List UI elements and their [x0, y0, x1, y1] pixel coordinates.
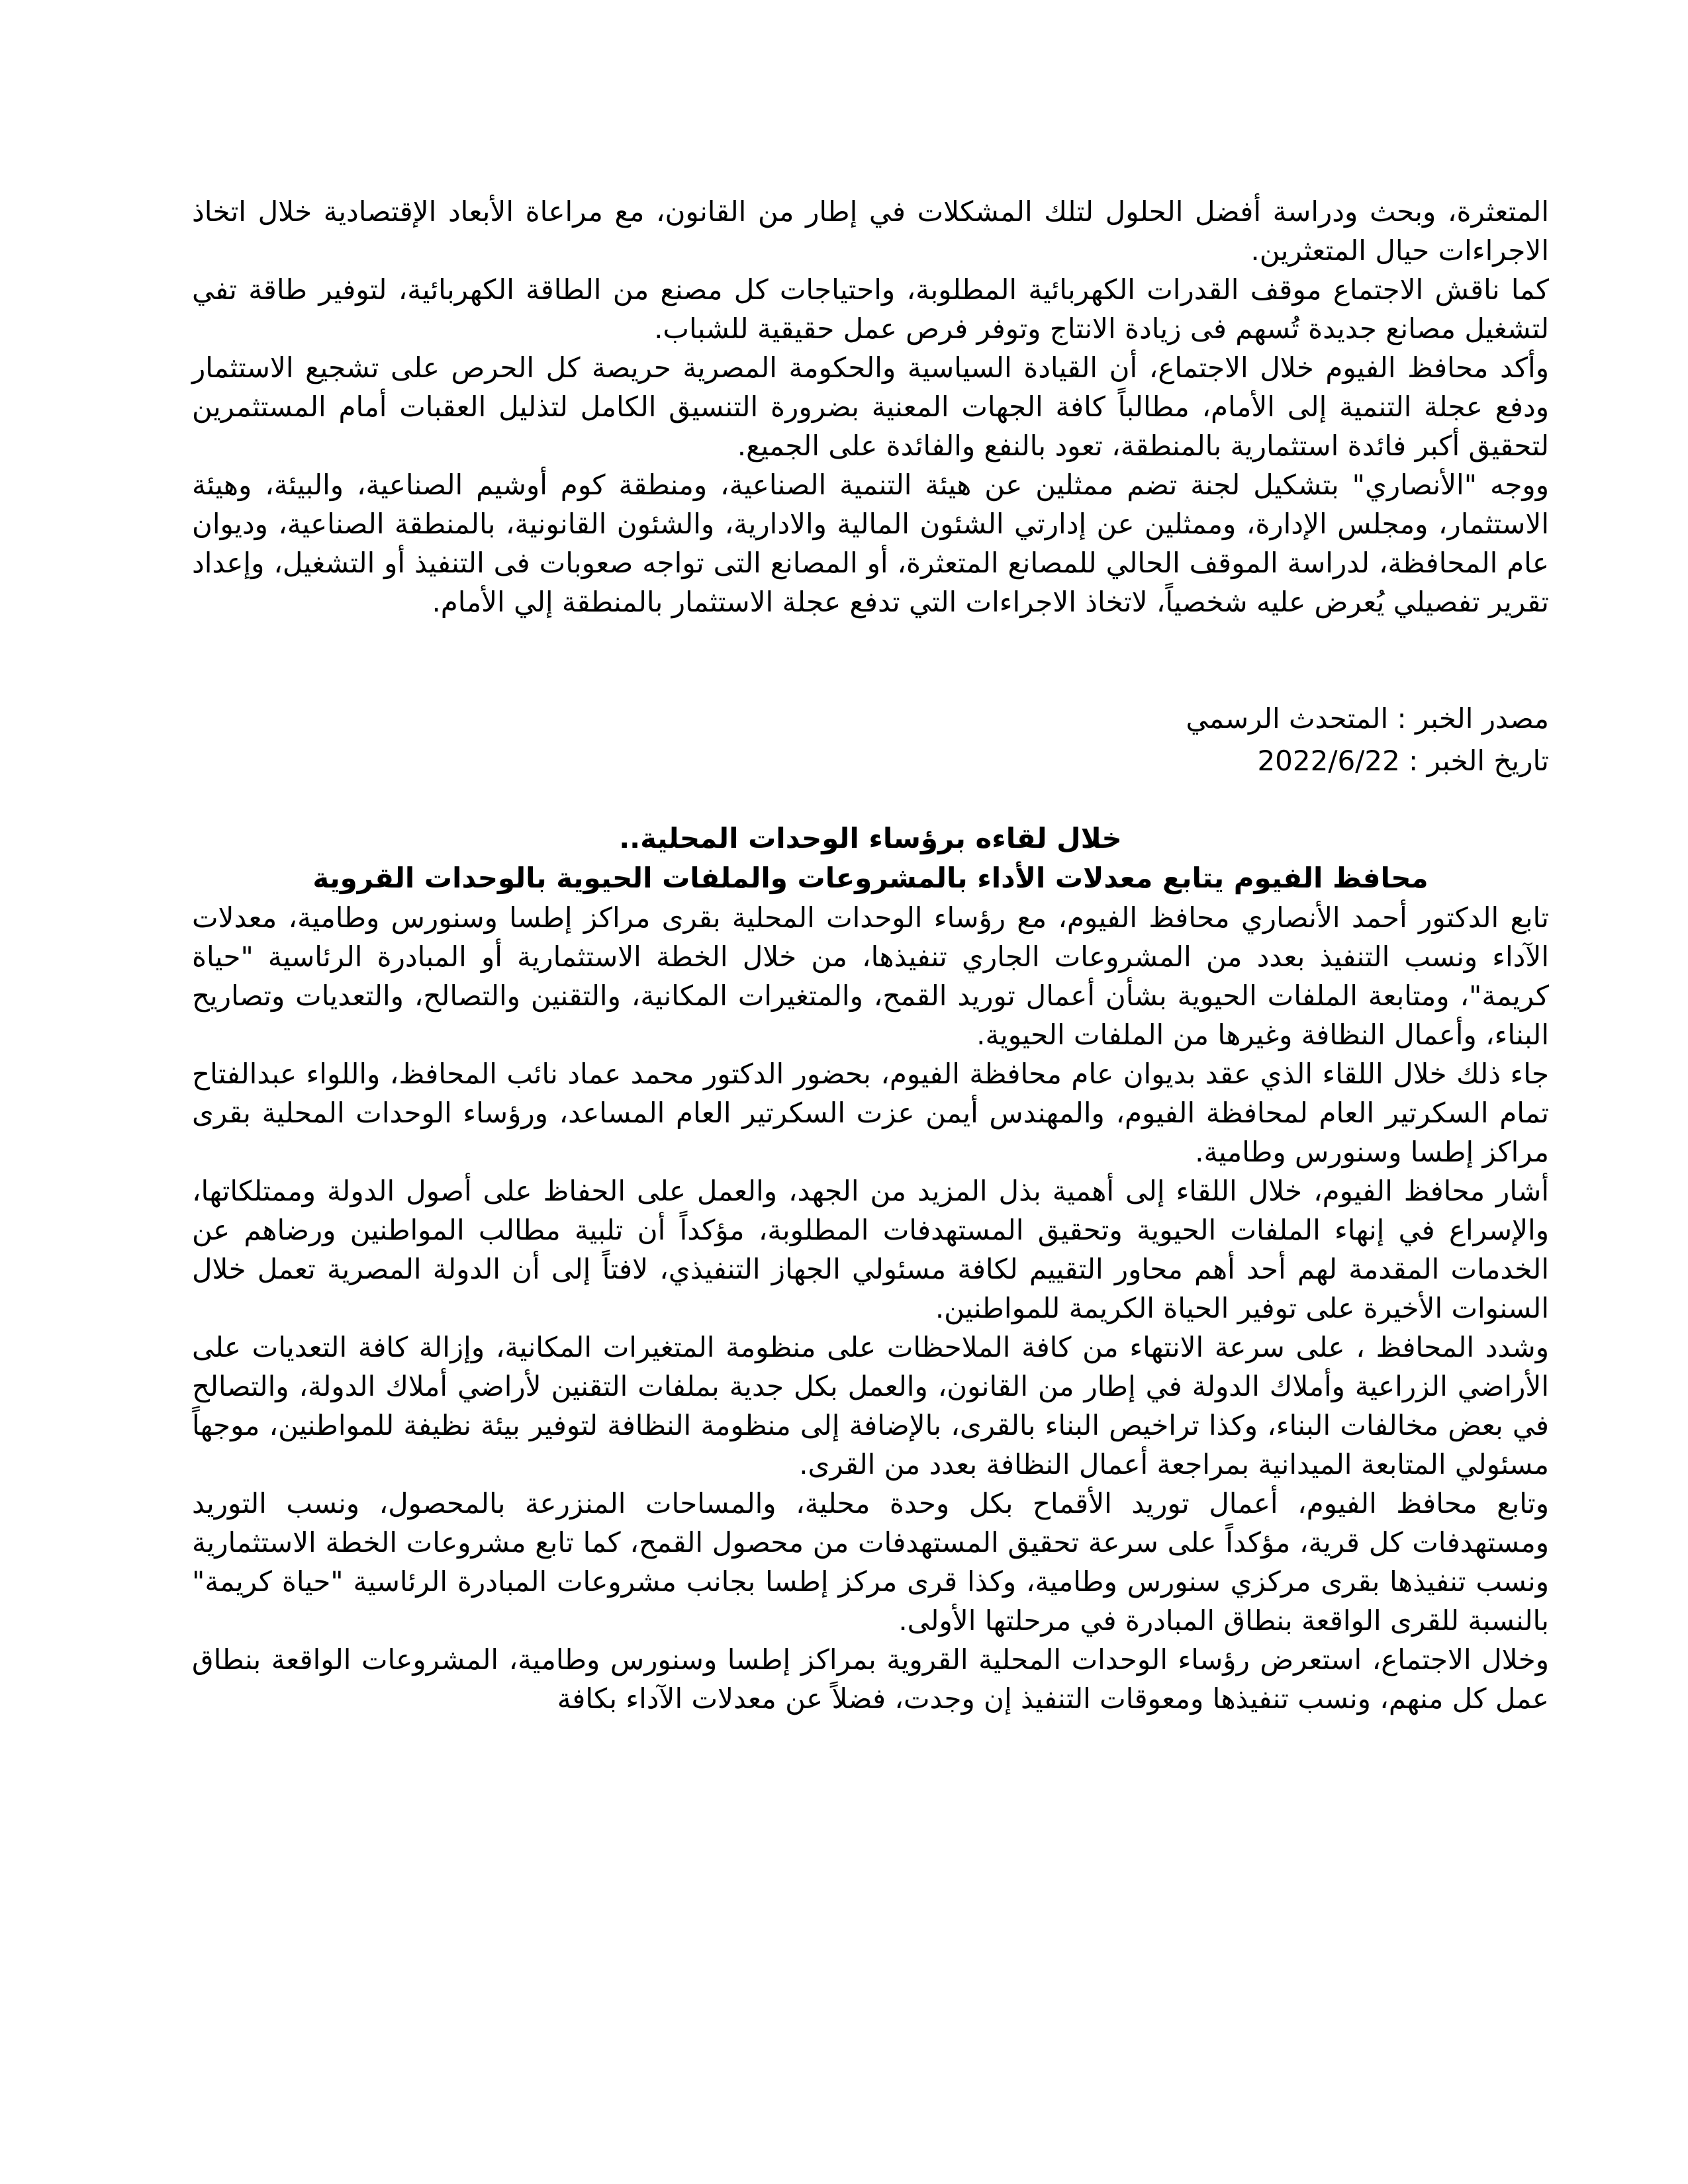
article-paragraph-5: وتابع محافظ الفيوم، أعمال توريد الأقماح بكل وحدة محلية، والمساحات المنزرعة بالمحصول، ونسب التوريد ومستهدفات كل قرية، مؤكداً على سرعة تحقيق المستهدفات من محصول القمح، كما تابع مشروعات الخطة الاستثمارية ونسب تنفيذها بقرى مركزي سنورس وطامية، وكذا قرى مركز إطسا بجانب مشروعات المبادرة الرئاسية "حياة كريمة" بالنسبة للقرى الواقعة بنطاق المبادرة في مرحلتها الأولى.	[192, 1487, 1549, 1637]
article-paragraph-3: أشار محافظ الفيوم، خلال اللقاء إلى أهمية بذل المزيد من الجهد، والعمل على الحفاظ على أصول الدولة وممتلكاتها، والإسراع في إنهاء الملفات الحيوية وتحقيق المستهدفات المطلوبة، مؤكداً أن تلبية مطالب المواطنين ورضاهم عن الخدمات المقدمة لهم أحد أهم محاور التقييم لكافة مسئولي الجهاز التنفيذي، لافتاً إلى أن الدولة المصرية تعمل خلال السنوات الأخيرة على توفير الحياة الكريمة للمواطنين.	[192, 1175, 1549, 1324]
continued-paragraph-3: وأكد محافظ الفيوم خلال الاجتماع، أن القيادة السياسية والحكومة المصرية حريصة كل الحرص على تشجيع الاستثمار ودفع عجلة التنمية إلى الأمام، مطالباً كافة الجهات المعنية بضرورة التنسيق الكامل لتذليل العقبات أمام المستثمرين لتحقيق أكبر فائدة استثمارية بالمنطقة، تعود بالنفع والفائدة على الجميع.	[192, 351, 1549, 462]
continued-paragraph-1: المتعثرة، وبحث ودراسة أفضل الحلول لتلك المشكلات في إطار من القانون، مع مراعاة الأبعاد الإقتصادية خلال اتخاذ الاجراءات حيال المتعثرين.	[192, 195, 1549, 267]
article-headlines	[192, 819, 1549, 898]
news-meta	[192, 698, 1549, 782]
continued-paragraph-2: كما ناقش الاجتماع موقف القدرات الكهربائية المطلوبة، واحتياجات كل مصنع من الطاقة الكهربائية، لتوفير طاقة تفي لتشغيل مصانع جديدة تُسهم فى زيادة الانتاج وتوفر فرص عمل حقيقية للشباب.	[192, 273, 1549, 345]
article-kicker: خلال لقاءه برؤساء الوحدات المحلية..	[619, 822, 1122, 854]
news-source: مصدر الخبر : المتحدث الرسمي	[1186, 702, 1549, 735]
continued-paragraph-4: ووجه "الأنصاري" بتشكيل لجنة تضم ممثلين عن هيئة التنمية الصناعية، ومنطقة كوم أوشيم الصناعية، والبيئة، وهيئة الاستثمار، ومجلس الإدارة، وممثلين عن إدارتي الشئون المالية والادارية، والشئون القانونية، بالمنطقة الصناعية، وديوان عام المحافظة، لدراسة الموقف الحالي للمصانع المتعثرة، أو المصانع التى تواجه صعوبات فى التنفيذ أو التشغيل، وإعداد تقرير تفصيلي يُعرض عليه شخصياً، لاتخاذ الاجراءات التي تدفع عجلة الاستثمار بالمنطقة إلي الأمام.	[192, 469, 1549, 618]
news-date: تاريخ الخبر : 2022/6/22	[1257, 745, 1549, 777]
continued-article	[192, 192, 1549, 621]
article-title: محافظ الفيوم يتابع معدلات الأداء بالمشروعات والملفات الحيوية بالوحدات القروية	[312, 862, 1429, 894]
article-paragraph-4: وشدد المحافظ ، على سرعة الانتهاء من كافة الملاحظات على منظومة المتغيرات المكانية، وإزالة كافة التعديات على الأراضي الزراعية وأملاك الدولة في إطار من القانون، والعمل بكل جدية بملفات التقنين لأراضي أملاك الدولة، والتصالح في بعض مخالفات البناء، وكذا تراخيص البناء بالقرى، بالإضافة إلى منظومة النظافة لتوفير بيئة نظيفة للمواطنين، موجهاً مسئولي المتابعة الميدانية بمراجعة أعمال النظافة بعدد من القرى.	[192, 1331, 1549, 1480]
article-paragraph-6: وخلال الاجتماع، استعرض رؤساء الوحدات المحلية القروية بمراكز إطسا وسنورس وطامية، المشروعات الواقعة بنطاق عمل كل منهم، ونسب تنفيذها ومعوقات التنفيذ إن وجدت، فضلاً عن معدلات الآداء بكافة	[192, 1643, 1549, 1715]
article-paragraph-2: جاء ذلك خلال اللقاء الذي عقد بديوان عام محافظة الفيوم، بحضور الدكتور محمد عماد نائب المحافظ، واللواء عبدالفتاح تمام السكرتير العام لمحافظة الفيوم، والمهندس أيمن عزت السكرتير العام المساعد، ورؤساء الوحدات المحلية بقرى مراكز إطسا وسنورس وطامية.	[192, 1058, 1549, 1168]
document-page	[192, 192, 1549, 2045]
article-body	[192, 898, 1549, 1718]
article-paragraph-1: تابع الدكتور أحمد الأنصاري محافظ الفيوم، مع رؤساء الوحدات المحلية بقرى مراكز إطسا وسنورس وطامية، معدلات الآداء ونسب التنفيذ بعدد من المشروعات الجاري تنفيذها، من خلال الخطة الاستثمارية أو المبادرة الرئاسية "حياة كريمة"، ومتابعة الملفات الحيوية بشأن أعمال توريد القمح، والمتغيرات المكانية، والتقنين والتصالح، والتعديات وتصاريح البناء، وأعمال النظافة وغيرها من الملفات الحيوية.	[192, 901, 1549, 1051]
